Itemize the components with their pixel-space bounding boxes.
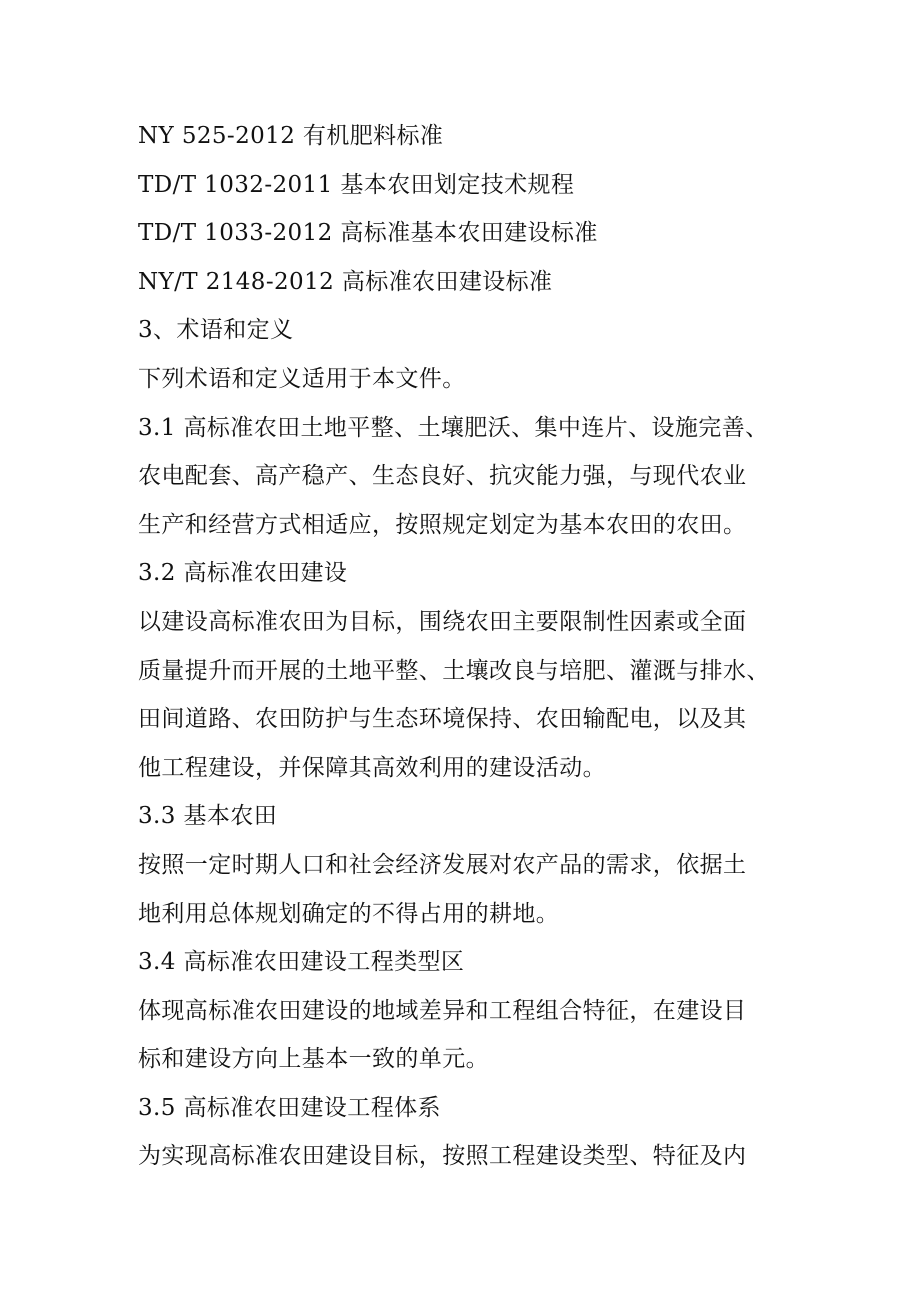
- text-line-3-2-d: 他工程建设，并保障其高效利用的建设活动。: [138, 754, 606, 781]
- text-line-standard-td1033: TD/T 1033-2012 高标准基本农田建设标准: [138, 220, 598, 247]
- text-line-3-2-b: 质量提升而开展的土地平整、土壤改良与培肥、灌溉与排水、: [138, 657, 770, 684]
- text-line-terms-intro: 下列术语和定义适用于本文件。: [138, 365, 466, 392]
- section-heading-terms: 3、术语和定义: [138, 317, 294, 344]
- text-line-standard-ny2148: NY/T 2148-2012 高标准农田建设标准: [138, 268, 553, 295]
- text-line-3-2-c: 田间道路、农田防护与生态环境保持、农田输配电，以及其: [138, 706, 747, 733]
- text-line-3-1-c: 生产和经营方式相适应，按照规定划定为基本农田的农田。: [138, 511, 747, 538]
- term-heading-3-2: 3.2 高标准农田建设: [138, 560, 348, 587]
- text-line-3-4-b: 标和建设方向上基本一致的单元。: [138, 1046, 489, 1073]
- term-heading-3-5: 3.5 高标准农田建设工程体系: [138, 1094, 441, 1121]
- text-line-standard-td1032: TD/T 1032-2011 基本农田划定技术规程: [138, 171, 575, 198]
- text-line-3-1-a: 3.1 高标准农田土地平整、土壤肥沃、集中连片、设施完善、: [138, 414, 769, 441]
- text-line-3-4-a: 体现高标准农田建设的地域差异和工程组合特征，在建设目: [138, 997, 747, 1024]
- document-body: [138, 112, 798, 1181]
- text-line-3-3-a: 按照一定时期人口和社会经济发展对农产品的需求，依据土: [138, 851, 747, 878]
- text-line-3-1-b: 农电配套、高产稳产、生态良好、抗灾能力强，与现代农业: [138, 463, 747, 490]
- text-line-3-5-a: 为实现高标准农田建设目标，按照工程建设类型、特征及内: [138, 1143, 747, 1170]
- term-heading-3-4: 3.4 高标准农田建设工程类型区: [138, 949, 465, 976]
- text-line-3-3-b: 地利用总体规划确定的不得占用的耕地。: [138, 900, 560, 927]
- text-line-standard-ny525: NY 525-2012 有机肥料标准: [138, 123, 444, 149]
- term-heading-3-3: 3.3 基本农田: [138, 803, 278, 830]
- text-line-3-2-a: 以建设高标准农田为目标，围绕农田主要限制性因素或全面: [138, 608, 747, 635]
